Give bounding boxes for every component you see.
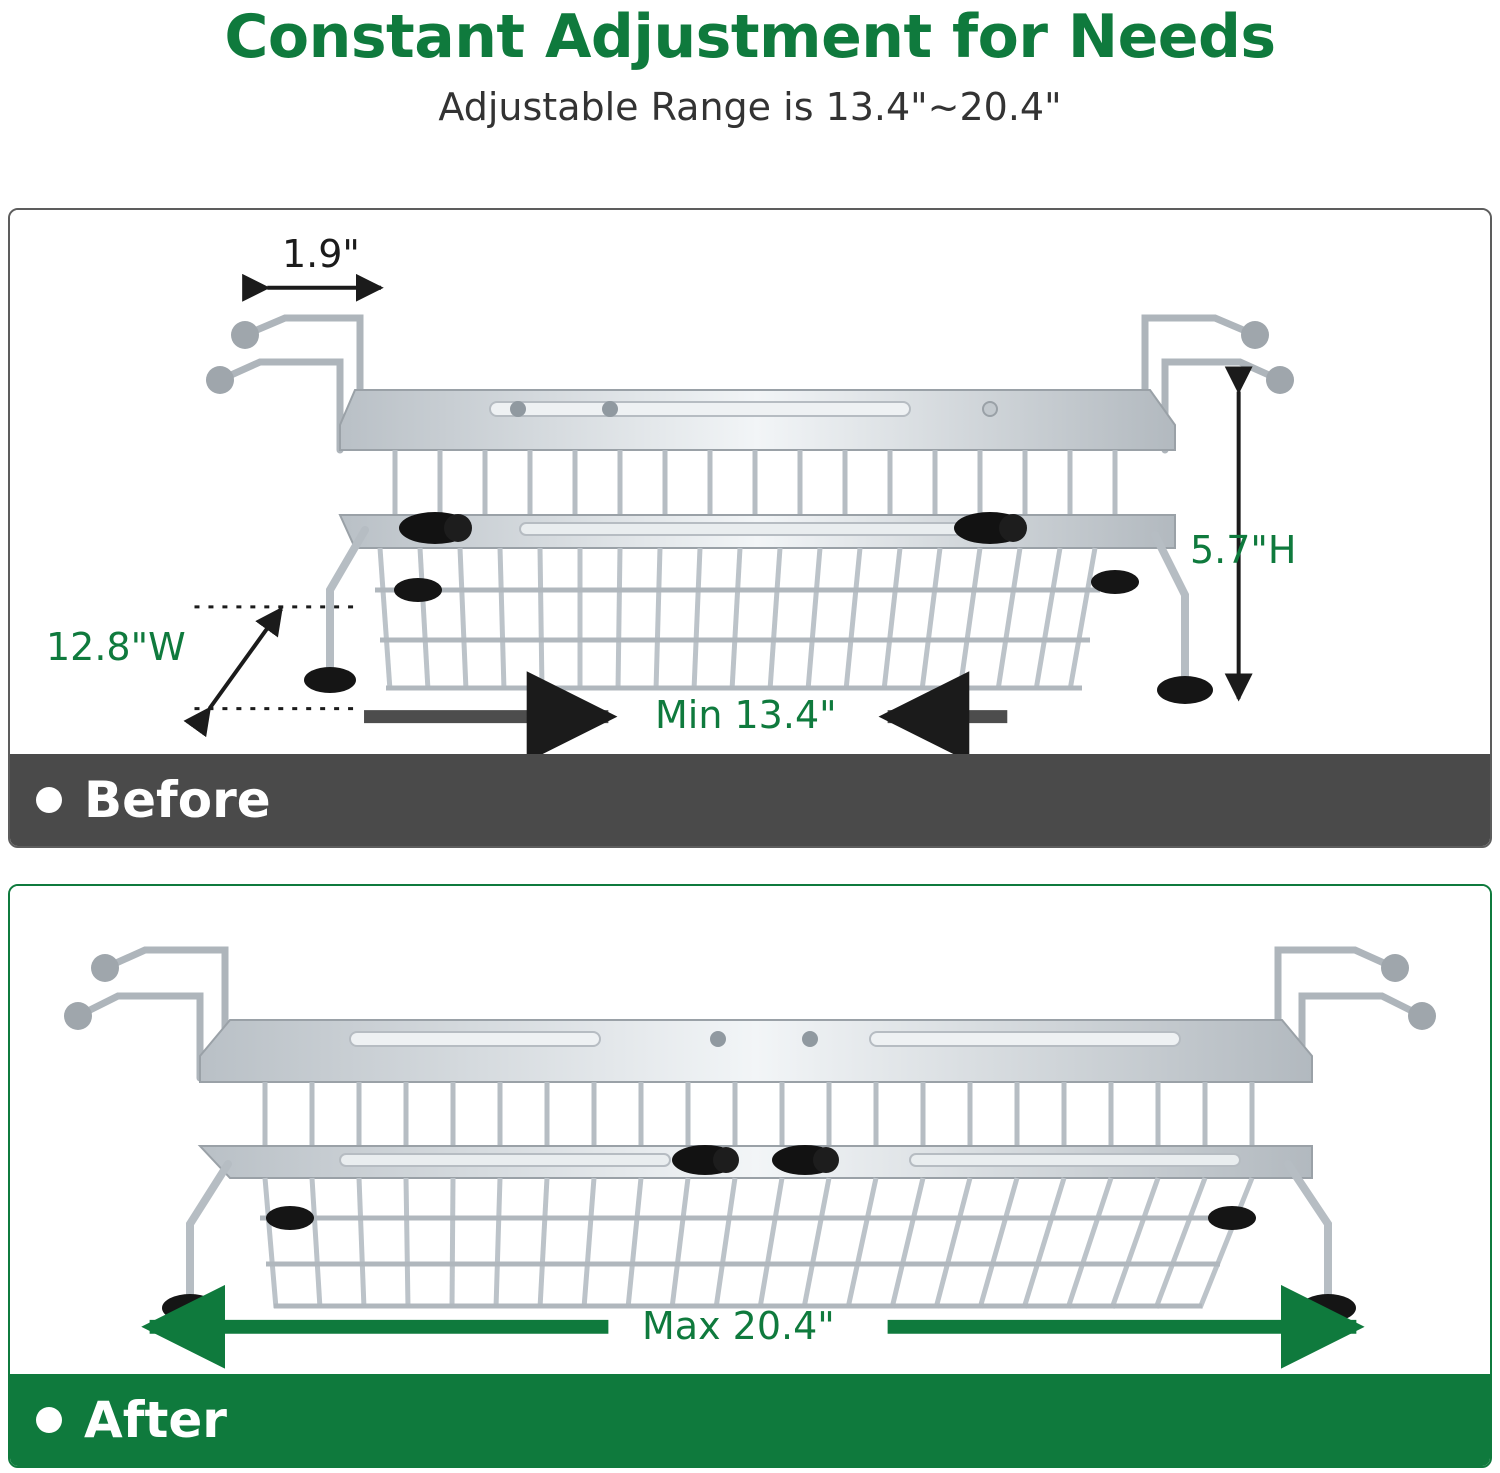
bullet-dot-icon [36,787,62,813]
panel-after-stage [10,886,1490,1466]
panel-after [8,884,1492,1468]
panel-after-footer [10,1374,1490,1466]
measurement-width: 12.8"W [46,625,186,669]
header [0,0,1500,129]
panel-before-label: Before [84,771,271,829]
panel-before-stage [10,210,1490,846]
page-title: Constant Adjustment for Needs [224,2,1276,72]
measurement-depth: 1.9" [282,232,360,276]
page-subtitle: Adjustable Range is 13.4"~20.4" [438,85,1062,129]
panel-after-label: After [84,1391,227,1449]
measurement-height: 5.7"H [1190,528,1297,572]
panel-before-footer [10,754,1490,846]
bullet-dot-icon [36,1407,62,1433]
panel-before [8,208,1492,848]
measurement-max-length: Max 20.4" [642,1304,835,1348]
measurement-min-length: Min 13.4" [655,693,837,737]
